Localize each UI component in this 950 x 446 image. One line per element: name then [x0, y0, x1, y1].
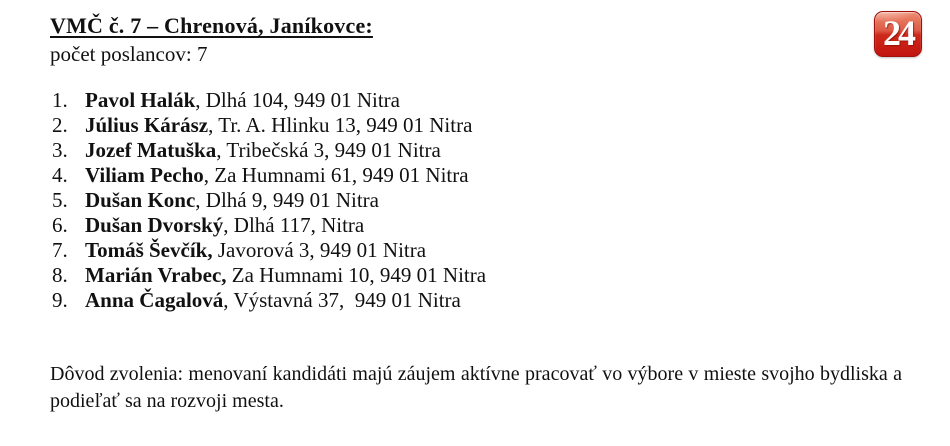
member-name: Dušan Konc [85, 188, 196, 212]
member-name: Dušan Dvorský [85, 213, 224, 237]
news24-logo [874, 11, 922, 57]
list-item-number: 8. [52, 263, 68, 287]
list-item-number: 5. [52, 188, 68, 212]
list-item [52, 163, 486, 188]
member-address: Za Humnami 10, 949 01 Nitra [226, 263, 487, 287]
member-name: Pavol Halák [85, 88, 196, 112]
news24-logo-text: 24 [883, 13, 913, 53]
member-address: Javorová 3, 949 01 Nitra [212, 238, 427, 262]
member-name: Július Kárász [85, 113, 209, 137]
member-address: , Za Humnami 61, 949 01 Nitra [203, 163, 469, 187]
member-address: , Dlhá 104, 949 01 Nitra [195, 88, 400, 112]
member-name: Anna Čagalová [85, 288, 224, 312]
list-item [52, 138, 486, 163]
list-item-number: 3. [52, 138, 68, 162]
list-item [52, 188, 486, 213]
member-address: , Tr. A. Hlinku 13, 949 01 Nitra [208, 113, 473, 137]
member-address: , Dlhá 9, 949 01 Nitra [195, 188, 380, 212]
member-address: , Tribečská 3, 949 01 Nitra [216, 138, 441, 162]
deputy-count-label: počet poslancov: 7 [50, 42, 208, 66]
list-item-number: 4. [52, 163, 68, 187]
page-title: VMČ č. 7 – Chrenová, Janíkovce: [50, 13, 373, 38]
member-list [52, 88, 486, 313]
list-item-number: 6. [52, 213, 68, 237]
list-item-number: 7. [52, 238, 68, 262]
member-name: Tomáš Ševčík, [85, 238, 213, 262]
list-item [52, 263, 486, 288]
list-item [52, 113, 486, 138]
list-item [52, 238, 486, 263]
member-name: Viliam Pecho [85, 163, 204, 187]
member-name: Jozef Matuška [85, 138, 217, 162]
list-item-number: 2. [52, 113, 68, 137]
list-item-number: 9. [52, 288, 68, 312]
list-item-number: 1. [52, 88, 68, 112]
member-address: , Výstavná 37, 949 01 Nitra [223, 288, 461, 312]
member-address: , Dlhá 117, Nitra [223, 213, 365, 237]
member-name: Marián Vrabec, [85, 263, 227, 287]
reason-paragraph: Dôvod zvolenia: menovaní kandidáti majú záujem aktívne pracovať vo výbore v mieste svojho bydliska a podieľať sa na rozvoji mesta. [50, 363, 902, 412]
list-item [52, 213, 486, 238]
list-item [52, 88, 486, 113]
list-item [52, 288, 486, 313]
